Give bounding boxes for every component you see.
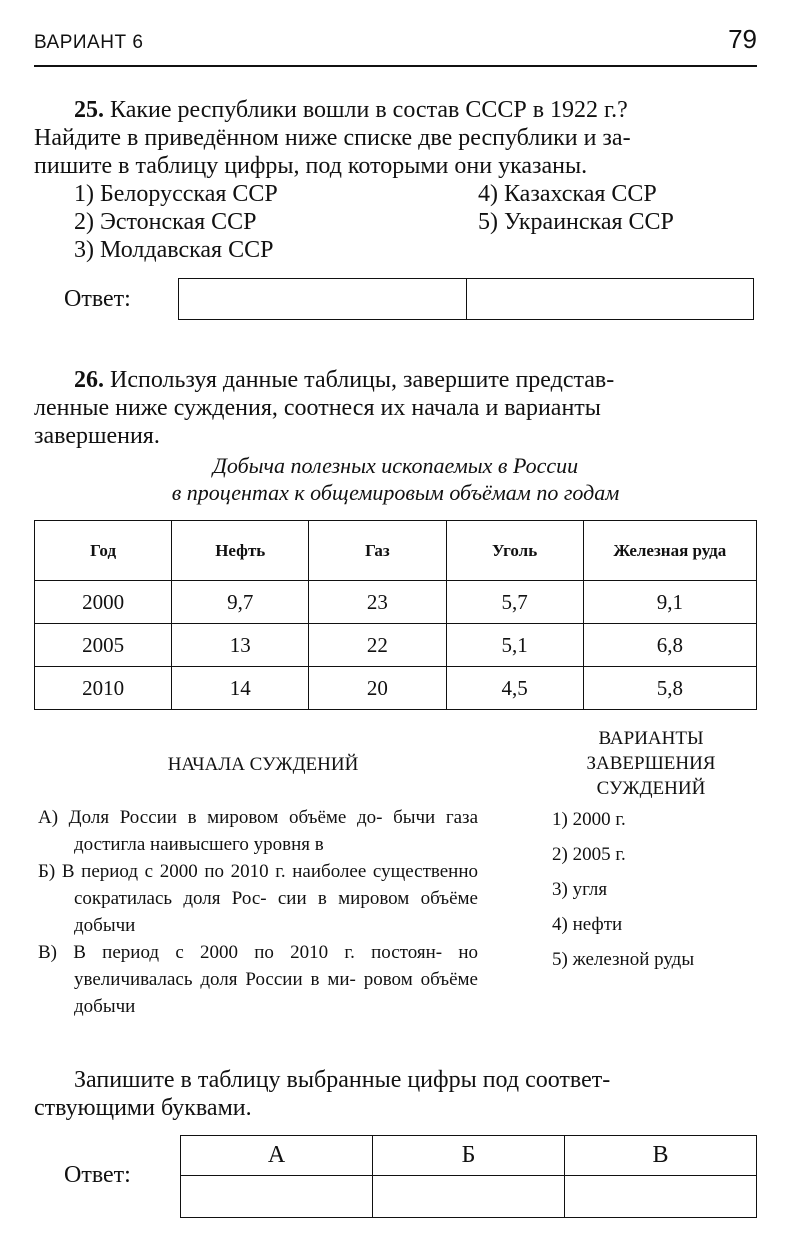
- th-coal: Уголь: [446, 521, 583, 581]
- variant-label: ВАРИАНТ 6: [34, 32, 144, 53]
- beginnings-list: [38, 804, 478, 1020]
- table-cell: 23: [309, 581, 446, 624]
- table-cell: 2010: [35, 667, 172, 710]
- answer-cell-b[interactable]: [373, 1176, 565, 1218]
- q25-line-1: Какие республики вошли в состав СССР в 1922 г.?: [110, 97, 628, 123]
- table-cell: 5,1: [446, 624, 583, 667]
- header-rule: [34, 65, 757, 67]
- q25-answer-label: Ответ:: [64, 286, 131, 312]
- caption-line-1: Добыча полезных ископаемых в России: [212, 453, 579, 478]
- th-oil: Нефть: [172, 521, 309, 581]
- instruction-line-1: Запишите в таблицу выбранные цифры под соответ-: [74, 1067, 611, 1093]
- ending-3: 3) угля: [552, 879, 608, 900]
- q26-line-2: ленные ниже суждения, соотнеся их начала и варианты: [34, 395, 601, 421]
- caption-line-2: в процентах к общемировым объёмам по годам: [171, 480, 620, 505]
- th-iron-ore: Железная руда: [583, 521, 756, 581]
- table-cell: 6,8: [583, 624, 756, 667]
- table-cell: 5,7: [446, 581, 583, 624]
- q25-line-2: Найдите в приведённом ниже списке две республики и за-: [34, 125, 631, 151]
- ending-4: 4) нефти: [552, 914, 623, 935]
- table-cell: 2000: [35, 581, 172, 624]
- answer-col-a: А: [181, 1136, 373, 1176]
- q25-answer-cell-1[interactable]: [179, 279, 467, 320]
- table-cell: 5,8: [583, 667, 756, 710]
- q25-option-4: 4) Казахская ССР: [478, 181, 657, 207]
- endings-list: [552, 802, 772, 977]
- q26-line-1: Используя данные таблицы, завершите представ-: [110, 367, 615, 393]
- table-cell: 14: [172, 667, 309, 710]
- table-caption: [34, 452, 757, 506]
- beginnings-title: НАЧАЛА СУЖДЕНИЙ: [167, 754, 359, 775]
- q25-answer-cell-2[interactable]: [466, 279, 754, 320]
- answer-col-v: В: [565, 1136, 757, 1176]
- ending-5: 5) железной руды: [552, 949, 695, 970]
- th-gas: Газ: [309, 521, 446, 581]
- beginning-v: В) В период с 2000 по 2010 г. постоян- но увеличивалась доля России в ми- ровом объёме добычи: [38, 942, 478, 1017]
- q26-answer-label: Ответ:: [64, 1162, 131, 1188]
- q26-line-3: завершения.: [34, 423, 160, 449]
- q25-option-5: 5) Украинская ССР: [478, 209, 674, 235]
- q26-text: [34, 366, 757, 450]
- table-cell: 2005: [35, 624, 172, 667]
- instruction-line-2: ствующими буквами.: [34, 1095, 252, 1121]
- q25-answer-table: [178, 278, 754, 320]
- beginning-b: Б) В период с 2000 по 2010 г. наиболее существенно сократилась доля Рос- сии в мировом объёме добычи: [38, 861, 478, 936]
- q26-answer-table: [180, 1135, 757, 1218]
- th-year: Год: [35, 521, 172, 581]
- q25-text: [34, 96, 757, 180]
- answer-cell-v[interactable]: [565, 1176, 757, 1218]
- table-cell: 9,1: [583, 581, 756, 624]
- q25-option-2: 2) Эстонская ССР: [74, 209, 257, 235]
- q25-option-1: 1) Белорусская ССР: [74, 181, 278, 207]
- endings-title: [540, 726, 762, 801]
- answer-cell-a[interactable]: [181, 1176, 373, 1218]
- q25-number: 25.: [74, 97, 104, 123]
- answer-col-b: Б: [373, 1136, 565, 1176]
- table-cell: 4,5: [446, 667, 583, 710]
- q25-line-3: пишите в таблицу цифры, под которыми они указаны.: [34, 153, 588, 179]
- endings-title-line-1: ВАРИАНТЫ: [598, 728, 704, 749]
- page-number: 79: [728, 24, 757, 54]
- table-cell: 22: [309, 624, 446, 667]
- q25-option-3: 3) Молдавская ССР: [74, 237, 274, 263]
- beginning-a: А) Доля России в мировом объёме до- бычи газа достигла наивысшего уровня в: [38, 807, 478, 855]
- table-cell: 9,7: [172, 581, 309, 624]
- q26-instruction: [34, 1066, 757, 1122]
- endings-title-line-3: СУЖДЕНИЙ: [596, 778, 706, 799]
- table-cell: 20: [309, 667, 446, 710]
- q26-number: 26.: [74, 367, 104, 393]
- ending-1: 1) 2000 г.: [552, 809, 626, 830]
- mining-table: [34, 520, 757, 710]
- ending-2: 2) 2005 г.: [552, 844, 626, 865]
- endings-title-line-2: ЗАВЕРШЕНИЯ: [586, 753, 716, 774]
- table-cell: 13: [172, 624, 309, 667]
